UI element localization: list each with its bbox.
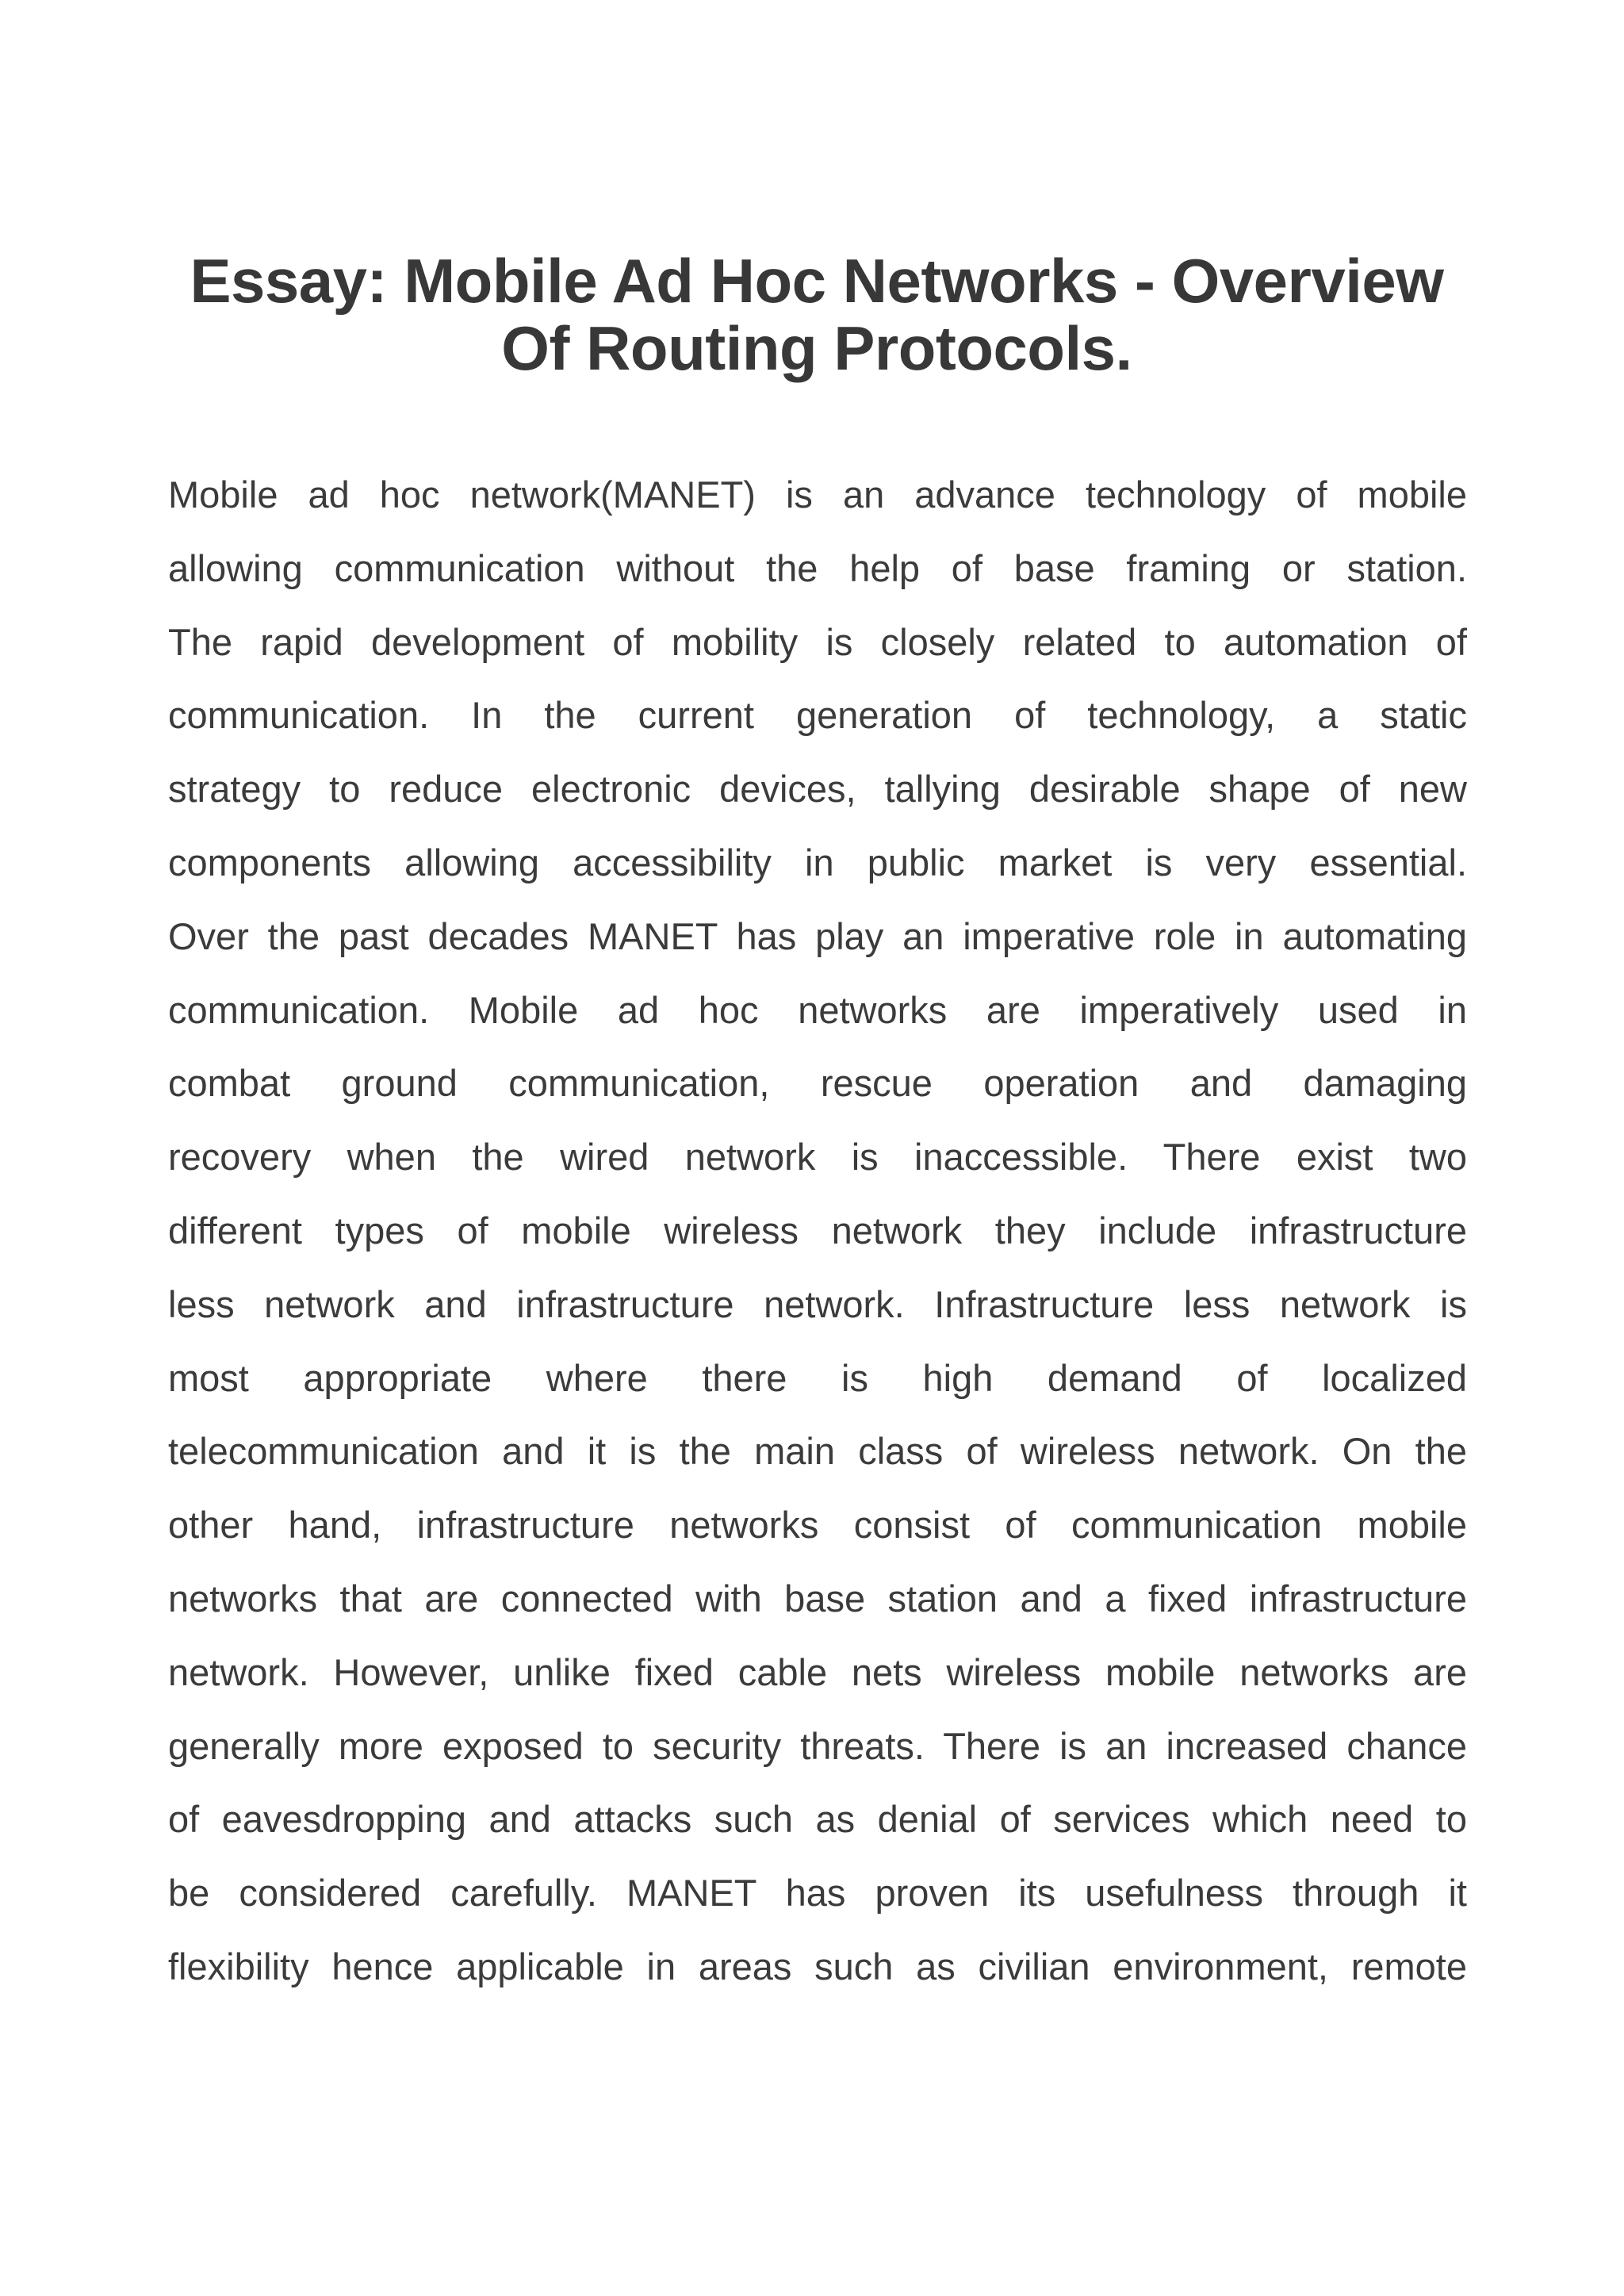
body-line: networks that are connected with base station and a fixed infrastructure — [168, 1577, 1467, 1619]
body-line: recovery when the wired network is inaccessible. There exist two — [168, 1136, 1467, 1179]
body-line: communication. In the current generation of technology, a static — [168, 694, 1467, 737]
body-line: be considered carefully. MANET has proven its usefulness through it — [168, 1872, 1467, 1915]
body-line: telecommunication and it is the main class of wireless network. On the — [168, 1430, 1467, 1473]
body-line: Over the past decades MANET has play an imperative role in automating — [168, 914, 1467, 957]
essay-title-line-2: Of Routing Protocols. — [501, 313, 1132, 383]
body-line: combat ground communication, rescue operation and damaging — [168, 1062, 1467, 1105]
body-line: other hand, infrastructure networks consist of communication mobile — [168, 1504, 1467, 1547]
essay-title-line-1: Essay: Mobile Ad Hoc Networks - Overview — [190, 246, 1444, 316]
body-line: flexibility hence applicable in areas such as civilian environment, remote — [168, 1945, 1467, 1987]
body-line: Mobile ad hoc network(MANET) is an advance technology of mobile — [168, 473, 1467, 516]
body-line: communication. Mobile ad hoc networks are imperatively used in — [168, 988, 1467, 1031]
body-line: allowing communication without the help of base framing or station. — [168, 546, 1467, 589]
body-line: strategy to reduce electronic devices, tallying desirable shape of new — [168, 768, 1467, 811]
body-line: network. However, unlike fixed cable nets wireless mobile networks are — [168, 1650, 1467, 1693]
essay-body — [168, 458, 1467, 2004]
body-line: of eavesdropping and attacks such as denial of services which need to — [168, 1798, 1467, 1841]
body-line: components allowing accessibility in public market is very essential. — [168, 841, 1467, 884]
body-line: less network and infrastructure network. Infrastructure less network is — [168, 1282, 1467, 1325]
body-line: generally more exposed to security threats. There is an increased chance — [168, 1724, 1467, 1767]
body-line: The rapid development of mobility is closely related to automation of — [168, 620, 1467, 663]
body-line: most appropriate where there is high demand of localized — [168, 1356, 1467, 1399]
body-line: different types of mobile wireless network they include infrastructure — [168, 1209, 1467, 1251]
